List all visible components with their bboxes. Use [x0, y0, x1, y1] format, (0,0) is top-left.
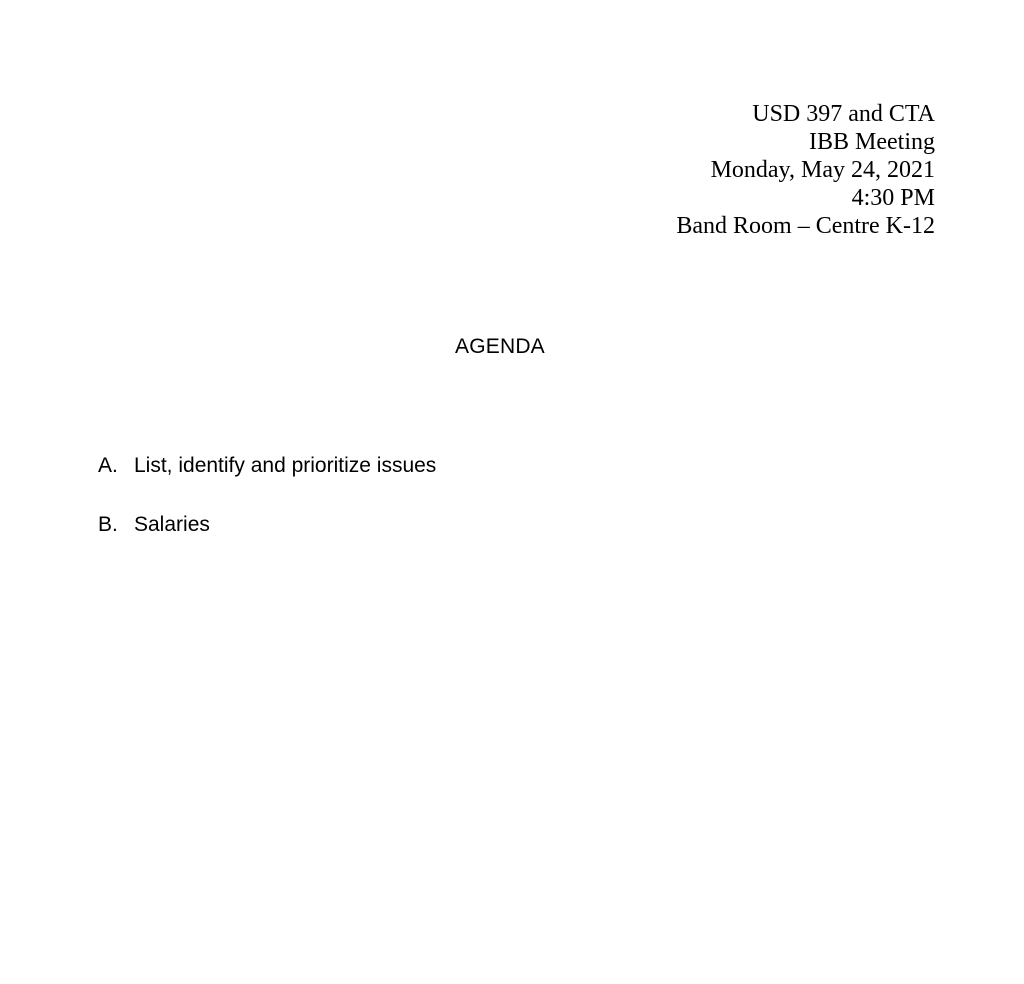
header-organization: USD 397 and CTA	[752, 101, 935, 127]
agenda-title: AGENDA	[455, 335, 545, 358]
header-time: 4:30 PM	[851, 185, 935, 211]
agenda-item	[98, 452, 436, 480]
agenda-item-marker: B.	[98, 513, 118, 536]
agenda-item-text: Salaries	[134, 513, 210, 536]
agenda-item-text: List, identify and prioritize issues	[134, 454, 437, 477]
header-meeting-name: IBB Meeting	[809, 129, 935, 155]
agenda-item-marker: A.	[98, 454, 118, 477]
meeting-header	[676, 100, 935, 240]
agenda-item	[98, 511, 436, 539]
agenda-list	[98, 452, 436, 570]
header-location: Band Room – Centre K-12	[676, 213, 935, 239]
header-date: Monday, May 24, 2021	[710, 157, 935, 183]
